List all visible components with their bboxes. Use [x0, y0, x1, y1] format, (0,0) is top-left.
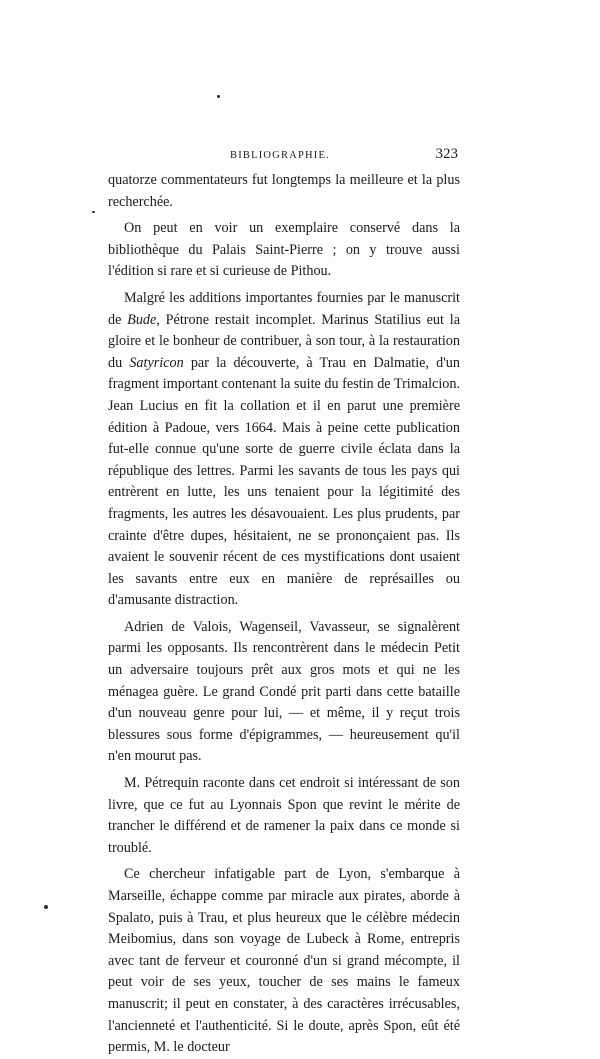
paragraph — [108, 617, 460, 768]
ink-speck-left — [92, 211, 95, 213]
text-run: par la découverte, à Trau en Dalmatie, d'un fragment important contenant la suite du festin de Trimalcion. Jean Lucius en fit la collation et il en parut une première édition à Padoue, vers 1664. Mais à peine cette publication fut-elle connue qu'une sorte de guerre civile éclata dans la république des lettres. Parmi les savants de tous les pays qui entrèrent en lutte, les uns tenaient pour la légitimité des fragments, les autres les désavouaient. Les plus prudents, par crainte d'être dupes, hésitaient, ne se prononçaient pas. Ils avaient le souvenir récent de ces mystifications dont usaient les savants entre eux en manière de représailles ou d'amusante distraction. — [108, 354, 460, 609]
text-run: , Pétrone restait incomplet. Marinus Statilius eut la gloire et le bonheur de contribuer, à son tour, à la restauration du — [108, 311, 460, 371]
italic-term: Bude — [127, 311, 157, 328]
paragraph — [108, 288, 460, 612]
paragraph — [108, 170, 460, 213]
running-title: BIBLIOGRAPHIE. — [230, 150, 330, 161]
text-run: On peut en voir un exemplaire conservé dans la bibliothèque du Palais Saint-Pierre ; on y trouve aussi l'édition si rare et si curieuse de Pithou. — [108, 220, 460, 280]
ink-speck-bottom — [44, 905, 48, 909]
text-run: Malgré les additions importantes fournies par le manuscrit de — [108, 289, 460, 328]
running-header — [108, 146, 460, 166]
text-run: Adrien de Valois, Wagenseil, Vavasseur, se signalèrent parmi les opposants. Ils rencontrèrent dans le médecin Petit un adversaire toujours prêt aux gros mots et qui ne les ménagea guère. Le grand Condé prit parti dans cette bataille d'un nouveau genre pour lui, — et même, il y reçut trois blessures sous forme d'épigrammes, — heureusement qu'il n'en mourut pas. — [108, 618, 460, 765]
text-run: quatorze commentateurs fut longtemps la meilleure et la plus recherchée. — [108, 172, 460, 210]
text-run: Ce chercheur infatigable part de Lyon, s'embarque à Marseille, échappe comme par miracle aux pirates, aborde à Spalato, puis à Trau, et plus heureux que le célèbre médecin Meibomius, dans son voyage de Lubeck à Rome, entrepris avec tant de ferveur et couronné d'un si grand mécompte, il peut voir de ses yeux, toucher de ses mains le fameux manuscrit; il peut en constater, à des caractères irrécusables, l'ancienneté et l'authenticité. Si le doute, après Spon, eût été permis, M. le docteur — [108, 866, 460, 1056]
text-run: M. Pétrequin raconte dans cet endroit si intéressant de son livre, que ce fut au Lyonnais Spon que revint le mérite de trancher le différend et de ramener la paix dans ce monde si troublé. — [108, 775, 460, 856]
italic-term: Satyricon — [129, 354, 184, 371]
ink-speck-top — [217, 95, 220, 98]
page-number: 323 — [435, 146, 458, 162]
paragraph — [108, 864, 460, 1058]
body-text — [108, 170, 460, 1059]
paragraph — [108, 218, 460, 283]
paragraph — [108, 773, 460, 859]
